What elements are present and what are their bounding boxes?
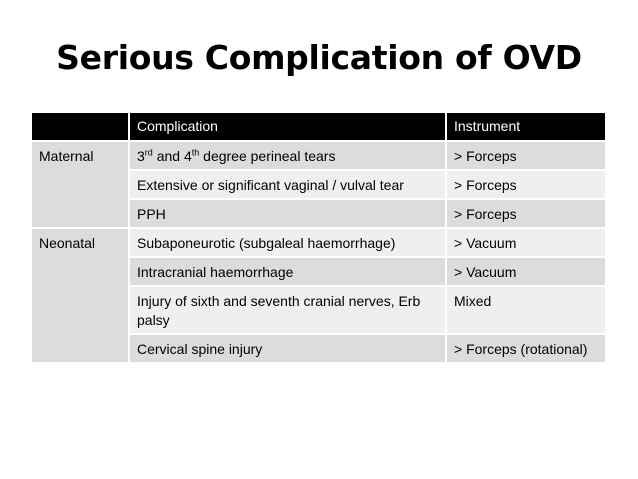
- complication-cell: Cervical spine injury: [129, 334, 446, 362]
- complication-cell: Subaponeurotic (subgaleal haemorrhage): [129, 228, 446, 257]
- complications-table: [32, 113, 605, 362]
- header-complication: Complication: [129, 113, 446, 141]
- complication-cell: 3rd and 4th degree perineal tears: [129, 141, 446, 170]
- header-instrument: Instrument: [446, 113, 605, 141]
- group-label-maternal: Maternal: [32, 141, 129, 228]
- header-group: [32, 113, 129, 141]
- complication-cell: Intracranial haemorrhage: [129, 257, 446, 286]
- instrument-cell: Mixed: [446, 286, 605, 334]
- table-row: [32, 141, 605, 170]
- complication-cell: PPH: [129, 199, 446, 228]
- complication-cell: Extensive or significant vaginal / vulval tear: [129, 170, 446, 199]
- instrument-cell: > Forceps (rotational): [446, 334, 605, 362]
- instrument-cell: > Vacuum: [446, 257, 605, 286]
- instrument-cell: > Forceps: [446, 141, 605, 170]
- instrument-cell: > Vacuum: [446, 228, 605, 257]
- instrument-cell: > Forceps: [446, 170, 605, 199]
- table-row: [32, 228, 605, 257]
- complication-cell: Injury of sixth and seventh cranial nerves, Erb palsy: [129, 286, 446, 334]
- instrument-cell: > Forceps: [446, 199, 605, 228]
- slide-title: Serious Complication of OVD: [56, 38, 582, 77]
- table-header-row: [32, 113, 605, 141]
- group-label-neonatal: Neonatal: [32, 228, 129, 362]
